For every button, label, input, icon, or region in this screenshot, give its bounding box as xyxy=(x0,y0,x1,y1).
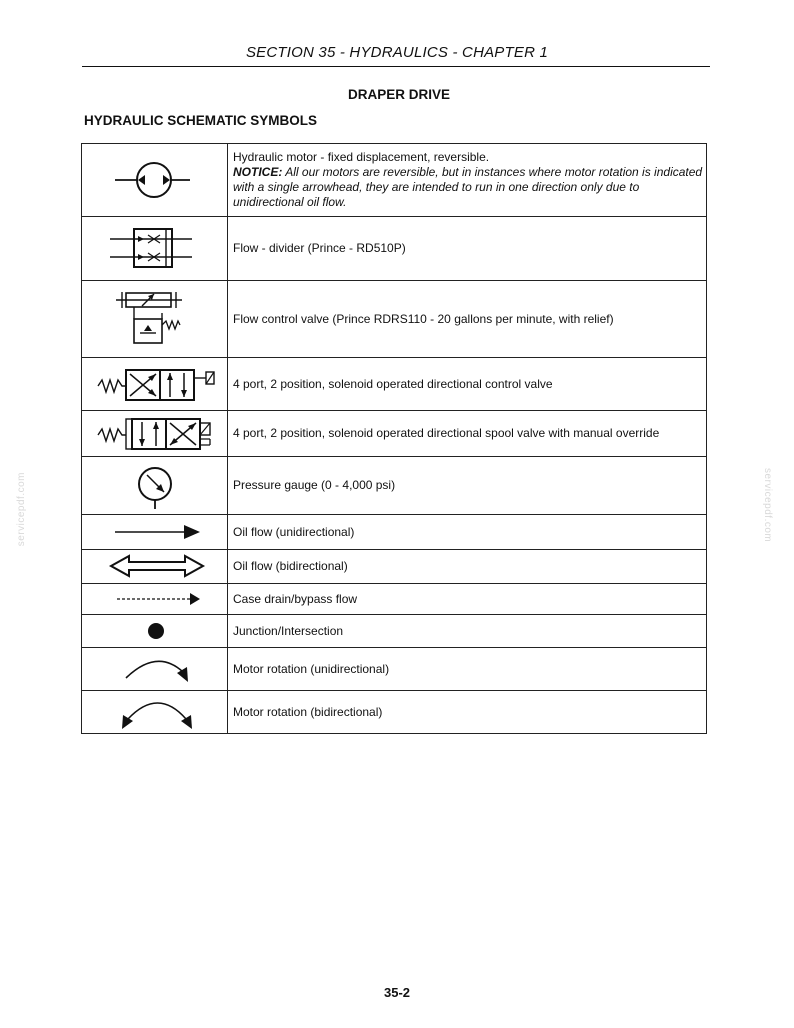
solenoid-spool-valve-icon xyxy=(82,411,227,456)
description-cell xyxy=(228,411,707,457)
table-row xyxy=(82,281,707,358)
symbols-table xyxy=(81,143,707,734)
notice-body: All our motors are reversible, but in instances where motor rotation is indicated with a single arrowhead, they are intended to run in one direction only due to unidirectional oil flow. xyxy=(233,165,703,209)
description-text: Pressure gauge (0 - 4,000 psi) xyxy=(233,478,396,492)
table-row xyxy=(82,144,707,217)
description-text: Flow control valve (Prince RDRS110 - 20 gallons per minute, with relief) xyxy=(233,311,614,326)
bidirectional-arrow-icon xyxy=(82,550,227,583)
hydraulic-motor-icon xyxy=(82,144,227,216)
table-row xyxy=(82,584,707,615)
description-text: Case drain/bypass flow xyxy=(233,591,358,606)
flow-control-valve-icon xyxy=(82,281,227,357)
section-header: SECTION 35 - HYDRAULICS - CHAPTER 1 xyxy=(245,44,549,61)
table-row xyxy=(82,550,707,584)
description-cell xyxy=(228,281,707,358)
table-row xyxy=(82,457,707,515)
description-text: 4 port, 2 position, solenoid operated directional spool valve with manual override xyxy=(233,426,660,440)
description-cell xyxy=(228,648,707,691)
description-cell xyxy=(228,691,707,734)
page-number: 35-2 xyxy=(383,985,411,1000)
description-text: Motor rotation (bidirectional) xyxy=(233,704,383,719)
watermark-right: servicepdf.com xyxy=(762,468,773,543)
table-row xyxy=(82,615,707,648)
section-heading: DRAPER DRIVE xyxy=(347,87,450,102)
unidirectional-arrow-icon xyxy=(82,515,227,549)
table-row xyxy=(82,648,707,691)
unidirectional-rotation-icon xyxy=(82,648,227,690)
subheading: HYDRAULIC SCHEMATIC SYMBOLS xyxy=(84,113,318,128)
symbol-cell xyxy=(82,615,228,648)
symbol-cell xyxy=(82,411,228,457)
symbol-cell xyxy=(82,550,228,584)
symbol-cell xyxy=(82,144,228,217)
description-text: Hydraulic motor - fixed displacement, reversible. xyxy=(233,150,490,164)
pressure-gauge-icon xyxy=(82,457,227,514)
description-cell xyxy=(228,457,707,515)
solenoid-directional-valve-icon xyxy=(82,358,227,410)
table-row xyxy=(82,358,707,411)
dashed-arrow-icon xyxy=(82,584,227,614)
watermark-left: servicepdf.com xyxy=(16,472,27,547)
table-row xyxy=(82,411,707,457)
description-text: 4 port, 2 position, solenoid operated directional control valve xyxy=(233,376,553,391)
description-cell xyxy=(228,144,707,217)
description-cell xyxy=(228,217,707,281)
description-text: Motor rotation (unidirectional) xyxy=(233,661,390,676)
bidirectional-rotation-icon xyxy=(82,691,227,733)
table-row xyxy=(82,515,707,550)
description-cell xyxy=(228,615,707,648)
notice-text xyxy=(233,165,706,210)
symbol-cell xyxy=(82,515,228,550)
table-row xyxy=(82,217,707,281)
description-text: Junction/Intersection xyxy=(233,623,344,638)
description-cell xyxy=(228,358,707,411)
symbol-cell xyxy=(82,217,228,281)
table-row xyxy=(82,691,707,734)
header-rule xyxy=(82,66,710,67)
description-text: Flow - divider (Prince - RD510P) xyxy=(233,241,406,255)
symbol-cell xyxy=(82,358,228,411)
symbol-cell xyxy=(82,648,228,691)
notice-label: NOTICE: xyxy=(233,165,283,179)
description-text: Oil flow (unidirectional) xyxy=(233,524,355,539)
symbol-cell xyxy=(82,584,228,615)
symbol-cell xyxy=(82,691,228,734)
junction-dot-icon xyxy=(82,615,227,647)
description-text: Oil flow (bidirectional) xyxy=(233,559,348,573)
flow-divider-icon xyxy=(82,217,227,280)
description-cell xyxy=(228,584,707,615)
description-cell xyxy=(228,515,707,550)
symbol-cell xyxy=(82,281,228,358)
symbol-cell xyxy=(82,457,228,515)
description-cell xyxy=(228,550,707,584)
